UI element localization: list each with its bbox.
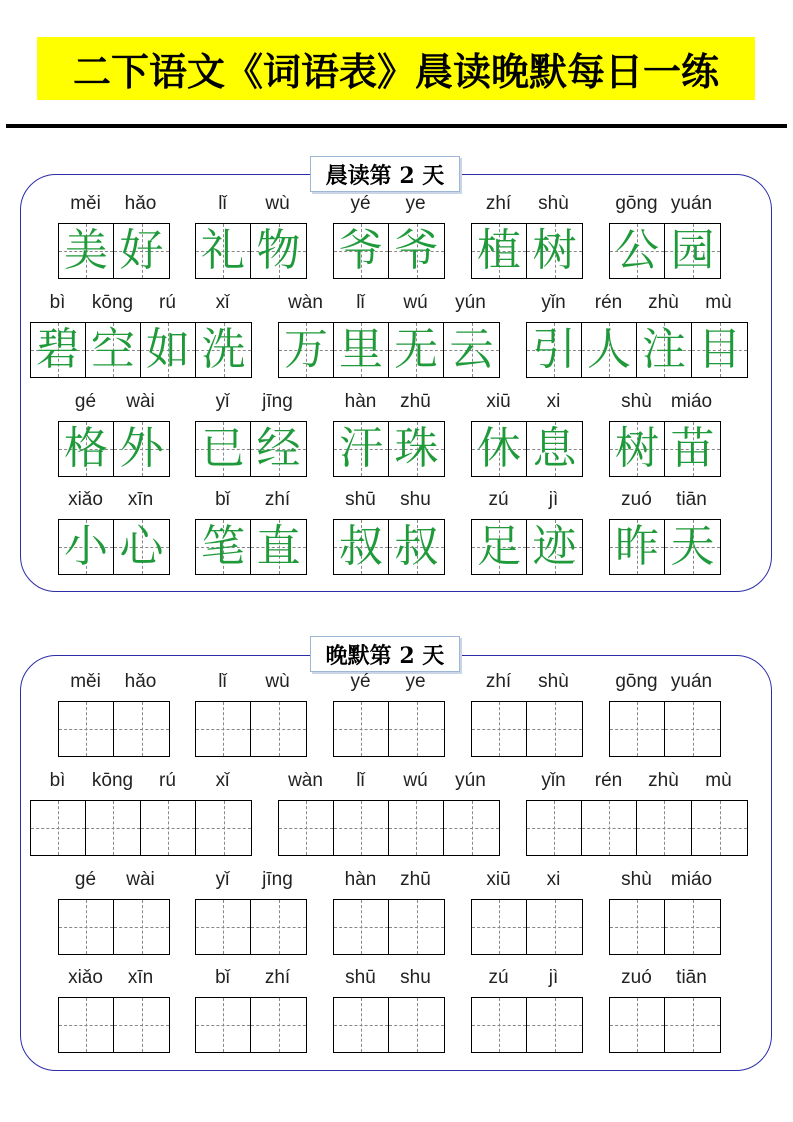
tianzige-cell[interactable]	[59, 702, 114, 756]
evening-section-label: 晚默第 2 天	[310, 636, 460, 672]
pinyin-line	[333, 671, 443, 695]
tianzige-cell	[114, 224, 169, 278]
pinyin-line	[30, 770, 250, 794]
hanzi-character: 物	[256, 225, 301, 276]
pinyin-syllable: yuán	[670, 671, 713, 692]
pinyin-syllable: rén	[594, 292, 623, 313]
pinyin-line	[58, 193, 168, 217]
tianzige-cell[interactable]	[527, 801, 582, 855]
hanzi-character: 人	[587, 324, 631, 375]
pinyin-line	[58, 869, 168, 893]
pinyin-syllable: zhí	[264, 489, 291, 510]
character-grid	[471, 519, 583, 575]
pinyin-syllable: yé	[350, 671, 371, 692]
tianzige-cell[interactable]	[637, 801, 692, 855]
pinyin-line	[195, 671, 305, 695]
tianzige-cell[interactable]	[389, 801, 444, 855]
pinyin-syllable: wàn	[288, 292, 323, 313]
pinyin-syllable: xǐ	[215, 292, 230, 313]
hanzi-character: 引	[532, 324, 576, 375]
pinyin-syllable: zhí	[264, 967, 291, 988]
hanzi-character: 叔	[339, 521, 383, 572]
pinyin-line	[609, 489, 719, 513]
hanzi-character: 万	[284, 324, 328, 375]
hanzi-character: 空	[91, 324, 135, 375]
pinyin-line	[278, 292, 498, 316]
hanzi-character: 足	[477, 521, 521, 572]
character-grid	[195, 223, 307, 279]
hanzi-character: 迹	[532, 521, 577, 572]
tianzige-cell[interactable]	[692, 801, 747, 855]
tianzige-cell[interactable]	[665, 998, 720, 1052]
tianzige-cell	[610, 224, 665, 278]
pinyin-syllable: rú	[159, 292, 176, 313]
pinyin-syllable: ye	[405, 193, 426, 214]
pinyin-syllable: lǐ	[356, 292, 365, 313]
pinyin-syllable: shù	[621, 869, 652, 890]
pinyin-syllable: tiān	[676, 489, 707, 510]
pinyin-syllable: jì	[548, 489, 559, 510]
character-grid	[58, 223, 170, 279]
pinyin-syllable: xǐ	[215, 770, 230, 791]
pinyin-syllable: měi	[70, 193, 101, 214]
hanzi-character: 园	[670, 225, 715, 276]
pinyin-syllable: zhù	[648, 770, 679, 791]
tianzige-cell[interactable]	[334, 998, 389, 1052]
hanzi-character: 洗	[201, 324, 246, 375]
writing-grid[interactable]	[58, 899, 170, 955]
pinyin-syllable: zhù	[648, 292, 679, 313]
pinyin-line	[333, 967, 443, 991]
hanzi-character: 树	[615, 423, 659, 474]
pinyin-line	[609, 869, 719, 893]
tianzige-cell	[665, 520, 720, 574]
tianzige-cell[interactable]	[196, 900, 251, 954]
character-grid	[333, 223, 445, 279]
pinyin-line	[195, 869, 305, 893]
pinyin-line	[195, 967, 305, 991]
hanzi-character: 珠	[394, 423, 439, 474]
pinyin-syllable: hàn	[344, 391, 377, 412]
pinyin-syllable: shu	[400, 967, 431, 988]
pinyin-syllable: shu	[400, 489, 431, 510]
tianzige-cell[interactable]	[444, 801, 499, 855]
tianzige-cell	[472, 520, 527, 574]
pinyin-syllable: gōng	[615, 193, 658, 214]
pinyin-syllable: zhí	[485, 671, 512, 692]
pinyin-line	[471, 193, 581, 217]
pinyin-syllable: ye	[405, 671, 426, 692]
tianzige-cell[interactable]	[141, 801, 196, 855]
pinyin-line	[471, 391, 581, 415]
hanzi-character: 经	[256, 423, 301, 474]
pinyin-syllable: mù	[705, 770, 732, 791]
pinyin-syllable: hàn	[344, 869, 377, 890]
hanzi-character: 美	[64, 225, 108, 276]
pinyin-syllable: xiǎo	[68, 489, 103, 510]
writing-grid[interactable]	[333, 701, 445, 757]
hanzi-character: 苗	[670, 423, 715, 474]
pinyin-syllable: shū	[345, 967, 376, 988]
writing-grid[interactable]	[471, 899, 583, 955]
tianzige-cell[interactable]	[86, 801, 141, 855]
pinyin-syllable: yǐn	[541, 292, 566, 313]
tianzige-cell[interactable]	[31, 801, 86, 855]
tianzige-cell	[527, 520, 582, 574]
pinyin-syllable: shù	[538, 671, 569, 692]
character-grid	[30, 322, 252, 378]
hanzi-character: 如	[146, 324, 190, 375]
pinyin-syllable: lǐ	[356, 770, 365, 791]
pinyin-syllable: xīn	[127, 967, 154, 988]
writing-grid[interactable]	[30, 800, 252, 856]
pinyin-line	[609, 391, 719, 415]
hanzi-character: 格	[64, 423, 108, 474]
pinyin-syllable: yǐn	[541, 770, 566, 791]
character-grid	[58, 519, 170, 575]
tianzige-cell	[59, 224, 114, 278]
hanzi-character: 无	[394, 324, 438, 375]
pinyin-syllable: bǐ	[215, 967, 230, 988]
character-grid	[333, 421, 445, 477]
tianzige-cell[interactable]	[472, 900, 527, 954]
character-grid	[195, 519, 307, 575]
pinyin-syllable: gé	[74, 869, 97, 890]
hanzi-character: 休	[477, 423, 521, 474]
pinyin-syllable: shù	[621, 391, 652, 412]
character-grid	[609, 223, 721, 279]
pinyin-syllable: mù	[705, 292, 732, 313]
tianzige-cell[interactable]	[196, 998, 251, 1052]
pinyin-syllable: zú	[488, 967, 509, 988]
pinyin-syllable: wài	[126, 869, 155, 890]
pinyin-syllable: rén	[594, 770, 623, 791]
hanzi-character: 树	[532, 225, 577, 276]
writing-grid[interactable]	[195, 899, 307, 955]
hanzi-character: 植	[477, 225, 521, 276]
tianzige-cell[interactable]	[582, 801, 637, 855]
pinyin-line	[609, 967, 719, 991]
tianzige-cell	[334, 520, 389, 574]
pinyin-syllable: zuó	[621, 967, 652, 988]
writing-grid[interactable]	[195, 997, 307, 1053]
morning-section-label: 晨读第 2 天	[310, 156, 460, 192]
tianzige-cell	[637, 323, 692, 377]
pinyin-syllable: jīng	[262, 869, 293, 890]
pinyin-syllable: yǐ	[215, 391, 230, 412]
hanzi-character: 天	[670, 521, 715, 572]
hanzi-character: 汗	[339, 423, 383, 474]
character-grid	[526, 322, 748, 378]
tianzige-cell[interactable]	[59, 998, 114, 1052]
writing-grid[interactable]	[526, 800, 748, 856]
pinyin-syllable: xiū	[486, 869, 511, 890]
pinyin-line	[471, 671, 581, 695]
tianzige-cell[interactable]	[665, 702, 720, 756]
tianzige-cell[interactable]	[527, 998, 582, 1052]
tianzige-cell[interactable]	[610, 702, 665, 756]
character-grid	[278, 322, 500, 378]
writing-grid[interactable]	[278, 800, 500, 856]
title-divider	[6, 124, 787, 128]
character-grid	[609, 421, 721, 477]
pinyin-syllable: bì	[49, 770, 66, 791]
pinyin-line	[471, 869, 581, 893]
tianzige-cell	[251, 422, 306, 476]
writing-grid[interactable]	[58, 701, 170, 757]
tianzige-cell[interactable]	[610, 998, 665, 1052]
tianzige-cell[interactable]	[114, 702, 169, 756]
writing-grid[interactable]	[609, 701, 721, 757]
pinyin-syllable: wú	[403, 770, 428, 791]
pinyin-syllable: yún	[455, 770, 486, 791]
pinyin-line	[333, 391, 443, 415]
tianzige-cell	[141, 323, 196, 377]
pinyin-syllable: yé	[350, 193, 371, 214]
tianzige-cell	[527, 323, 582, 377]
tianzige-cell	[114, 422, 169, 476]
pinyin-syllable: xi	[546, 391, 561, 412]
pinyin-line	[58, 967, 168, 991]
pinyin-line	[471, 489, 581, 513]
hanzi-character: 心	[119, 521, 164, 572]
hanzi-character: 外	[119, 423, 164, 474]
pinyin-syllable: miáo	[670, 869, 713, 890]
tianzige-cell[interactable]	[527, 900, 582, 954]
tianzige-cell[interactable]	[251, 998, 306, 1052]
tianzige-cell	[610, 520, 665, 574]
writing-grid[interactable]	[609, 899, 721, 955]
tianzige-cell	[389, 224, 444, 278]
pinyin-syllable: jīng	[262, 391, 293, 412]
character-grid	[195, 421, 307, 477]
pinyin-syllable: lǐ	[218, 193, 227, 214]
pinyin-syllable: xi	[546, 869, 561, 890]
tianzige-cell	[334, 422, 389, 476]
tianzige-cell	[334, 323, 389, 377]
tianzige-cell[interactable]	[610, 900, 665, 954]
title-banner	[37, 37, 755, 100]
pinyin-syllable: rú	[159, 770, 176, 791]
tianzige-cell	[692, 323, 747, 377]
tianzige-cell[interactable]	[279, 801, 334, 855]
character-grid	[471, 223, 583, 279]
hanzi-character: 注	[642, 324, 686, 375]
tianzige-cell[interactable]	[527, 702, 582, 756]
tianzige-cell[interactable]	[196, 702, 251, 756]
hanzi-character: 爷	[339, 225, 383, 276]
pinyin-line	[526, 292, 746, 316]
pinyin-syllable: měi	[70, 671, 101, 692]
tianzige-cell	[251, 224, 306, 278]
pinyin-syllable: wú	[403, 292, 428, 313]
character-grid	[609, 519, 721, 575]
tianzige-cell	[527, 224, 582, 278]
tianzige-cell	[196, 422, 251, 476]
tianzige-cell	[472, 224, 527, 278]
pinyin-syllable: kōng	[91, 292, 134, 313]
tianzige-cell[interactable]	[114, 998, 169, 1052]
pinyin-syllable: kōng	[91, 770, 134, 791]
hanzi-character: 昨	[615, 521, 659, 572]
pinyin-syllable: zhí	[485, 193, 512, 214]
tianzige-cell	[31, 323, 86, 377]
pinyin-line	[58, 391, 168, 415]
tianzige-cell[interactable]	[389, 900, 444, 954]
hanzi-character: 目	[697, 324, 742, 375]
tianzige-cell	[86, 323, 141, 377]
character-grid	[471, 421, 583, 477]
hanzi-character: 碧	[36, 324, 80, 375]
pinyin-line	[609, 193, 719, 217]
tianzige-cell[interactable]	[389, 702, 444, 756]
pinyin-syllable: xiū	[486, 391, 511, 412]
pinyin-line	[333, 489, 443, 513]
tianzige-cell[interactable]	[251, 702, 306, 756]
hanzi-character: 爷	[394, 225, 439, 276]
pinyin-syllable: jì	[548, 967, 559, 988]
hanzi-character: 叔	[394, 521, 439, 572]
writing-grid[interactable]	[333, 899, 445, 955]
tianzige-cell	[196, 224, 251, 278]
tianzige-cell[interactable]	[114, 900, 169, 954]
pinyin-syllable: yuán	[670, 193, 713, 214]
tianzige-cell	[472, 422, 527, 476]
tianzige-cell[interactable]	[665, 900, 720, 954]
tianzige-cell	[279, 323, 334, 377]
writing-grid[interactable]	[333, 997, 445, 1053]
writing-grid[interactable]	[195, 701, 307, 757]
pinyin-syllable: shū	[345, 489, 376, 510]
pinyin-line	[526, 770, 746, 794]
pinyin-syllable: yún	[455, 292, 486, 313]
hanzi-character: 云	[449, 324, 494, 375]
tianzige-cell	[582, 323, 637, 377]
pinyin-syllable: wàn	[288, 770, 323, 791]
tianzige-cell	[527, 422, 582, 476]
hanzi-character: 已	[201, 423, 245, 474]
pinyin-syllable: xīn	[127, 489, 154, 510]
pinyin-syllable: lǐ	[218, 671, 227, 692]
pinyin-line	[471, 967, 581, 991]
pinyin-syllable: wù	[265, 671, 290, 692]
tianzige-cell	[444, 323, 499, 377]
pinyin-syllable: wù	[265, 193, 290, 214]
pinyin-syllable: hǎo	[124, 193, 157, 214]
page-title: 二下语文《词语表》晨读晚默每日一练	[72, 49, 719, 94]
pinyin-syllable: hǎo	[124, 671, 157, 692]
writing-grid[interactable]	[609, 997, 721, 1053]
pinyin-line	[195, 489, 305, 513]
pinyin-syllable: gōng	[615, 671, 658, 692]
pinyin-line	[58, 671, 168, 695]
pinyin-line	[58, 489, 168, 513]
tianzige-cell[interactable]	[251, 900, 306, 954]
tianzige-cell[interactable]	[59, 900, 114, 954]
tianzige-cell	[389, 422, 444, 476]
hanzi-character: 小	[64, 521, 108, 572]
pinyin-syllable: bì	[49, 292, 66, 313]
tianzige-cell[interactable]	[196, 801, 251, 855]
pinyin-syllable: miáo	[670, 391, 713, 412]
hanzi-character: 息	[532, 423, 577, 474]
pinyin-line	[278, 770, 498, 794]
tianzige-cell	[665, 422, 720, 476]
pinyin-line	[333, 193, 443, 217]
tianzige-cell	[334, 224, 389, 278]
pinyin-syllable: gé	[74, 391, 97, 412]
tianzige-cell	[665, 224, 720, 278]
pinyin-line	[30, 292, 250, 316]
pinyin-syllable: wài	[126, 391, 155, 412]
tianzige-cell	[610, 422, 665, 476]
character-grid	[333, 519, 445, 575]
pinyin-syllable: xiǎo	[68, 967, 103, 988]
hanzi-character: 直	[256, 521, 301, 572]
tianzige-cell	[389, 323, 444, 377]
pinyin-syllable: yǐ	[215, 869, 230, 890]
tianzige-cell	[196, 323, 251, 377]
tianzige-cell[interactable]	[334, 801, 389, 855]
tianzige-cell	[59, 520, 114, 574]
tianzige-cell[interactable]	[472, 998, 527, 1052]
tianzige-cell[interactable]	[472, 702, 527, 756]
writing-grid[interactable]	[471, 701, 583, 757]
pinyin-line	[333, 869, 443, 893]
tianzige-cell[interactable]	[389, 998, 444, 1052]
writing-grid[interactable]	[471, 997, 583, 1053]
tianzige-cell[interactable]	[334, 900, 389, 954]
writing-grid[interactable]	[58, 997, 170, 1053]
pinyin-line	[195, 193, 305, 217]
tianzige-cell	[251, 520, 306, 574]
tianzige-cell	[389, 520, 444, 574]
character-grid	[58, 421, 170, 477]
hanzi-character: 里	[339, 324, 383, 375]
pinyin-syllable: bǐ	[215, 489, 230, 510]
hanzi-character: 笔	[201, 521, 245, 572]
pinyin-syllable: tiān	[676, 967, 707, 988]
tianzige-cell[interactable]	[334, 702, 389, 756]
pinyin-syllable: zuó	[621, 489, 652, 510]
pinyin-line	[609, 671, 719, 695]
tianzige-cell	[114, 520, 169, 574]
hanzi-character: 礼	[201, 225, 245, 276]
tianzige-cell	[59, 422, 114, 476]
pinyin-syllable: zhū	[400, 391, 431, 412]
pinyin-line	[195, 391, 305, 415]
tianzige-cell	[196, 520, 251, 574]
pinyin-syllable: shù	[538, 193, 569, 214]
hanzi-character: 好	[119, 225, 164, 276]
hanzi-character: 公	[615, 225, 659, 276]
pinyin-syllable: zhū	[400, 869, 431, 890]
pinyin-syllable: zú	[488, 489, 509, 510]
